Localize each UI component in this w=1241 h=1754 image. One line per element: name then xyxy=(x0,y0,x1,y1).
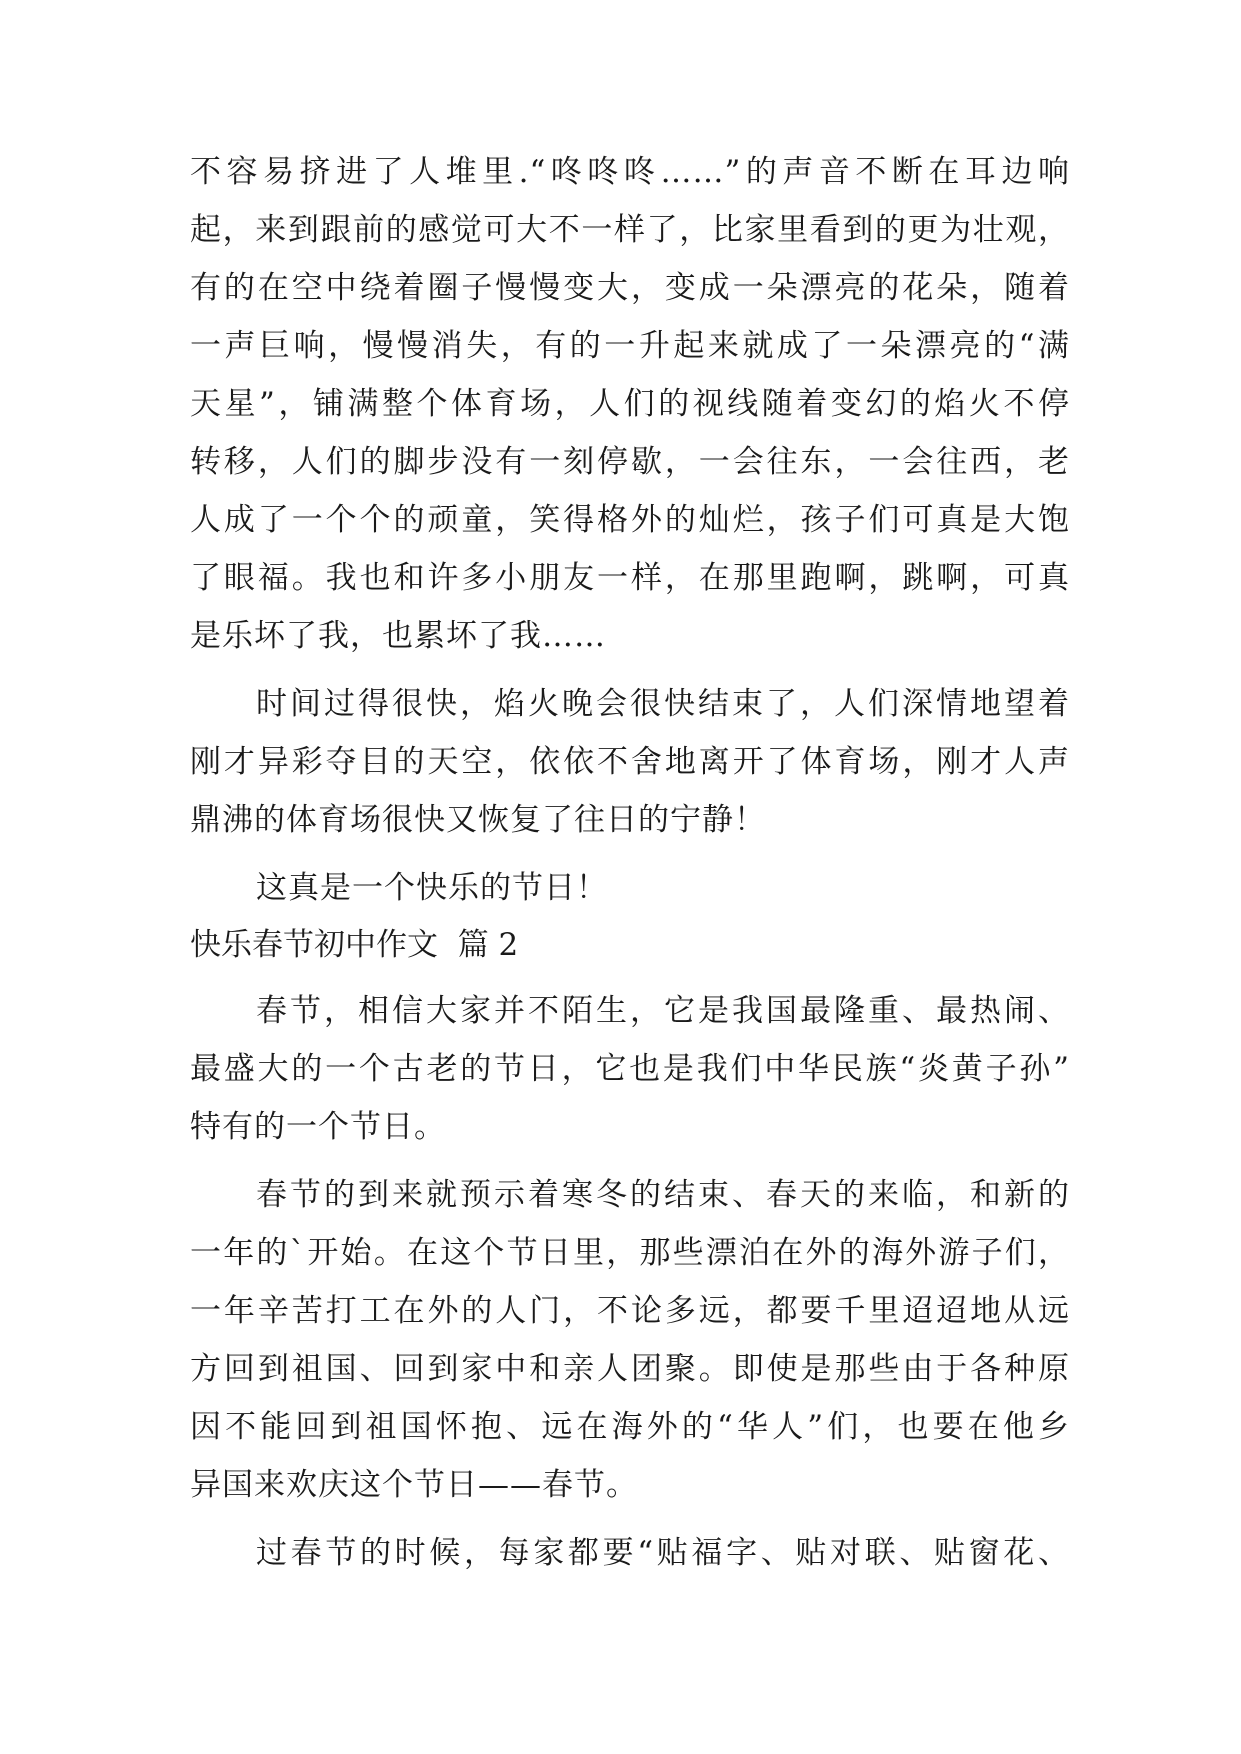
paragraph-2-line-3: 鼎沸的体育场很快又恢复了往日的宁静！ xyxy=(190,802,766,838)
paragraph-5-line-3: 一年辛苦打工在外的人门，不论多远，都要千里迢迢地从远 xyxy=(190,1293,1070,1329)
paragraph-2-line-1: 时间过得很快，焰火晚会很快结束了，人们深情地望着 xyxy=(256,686,1070,722)
paragraph-4-line-1: 春节，相信大家并不陌生，它是我国最隆重、最热闹、 xyxy=(256,993,1070,1029)
paragraph-5-line-5: 因不能回到祖国怀抱、远在海外的“华人”们，也要在他乡 xyxy=(190,1409,1070,1445)
paragraph-1-line-9: 是乐坏了我，也累坏了我…… xyxy=(190,618,606,654)
section-heading: 快乐春节初中作文 篇 2 xyxy=(190,927,519,963)
paragraph-4-line-2: 最盛大的一个古老的节日，它也是我们中华民族“炎黄子孙” xyxy=(190,1051,1070,1087)
paragraph-1-line-4: 一声巨响，慢慢消失，有的一升起来就成了一朵漂亮的“满 xyxy=(190,328,1070,364)
paragraph-1-line-1: 不容易挤进了人堆里.“咚咚咚……”的声音不断在耳边响 xyxy=(190,154,1070,190)
paragraph-5-line-6: 异国来欢庆这个节日——春节。 xyxy=(190,1467,638,1503)
paragraph-5-line-4: 方回到祖国、回到家中和亲人团聚。即使是那些由于各种原 xyxy=(190,1351,1070,1387)
paragraph-1-line-8: 了眼福。我也和许多小朋友一样，在那里跑啊，跳啊，可真 xyxy=(190,560,1070,596)
paragraph-3-line-1: 这真是一个快乐的节日！ xyxy=(256,870,608,906)
paragraph-4-line-3: 特有的一个节日。 xyxy=(190,1109,446,1145)
paragraph-1-line-2: 起，来到跟前的感觉可大不一样了，比家里看到的更为壮观， xyxy=(190,212,1070,248)
paragraph-1-line-7: 人成了一个个的顽童，笑得格外的灿烂，孩子们可真是大饱 xyxy=(190,502,1070,538)
paragraph-1-line-6: 转移，人们的脚步没有一刻停歇，一会往东，一会往西，老 xyxy=(190,444,1070,480)
paragraph-1-line-3: 有的在空中绕着圈子慢慢变大，变成一朵漂亮的花朵，随着 xyxy=(190,270,1070,306)
paragraph-5-line-1: 春节的到来就预示着寒冬的结束、春天的来临，和新的 xyxy=(256,1177,1070,1213)
paragraph-5-line-2: 一年的`开始。在这个节日里，那些漂泊在外的海外游子们， xyxy=(190,1235,1070,1271)
paragraph-2-line-2: 刚才异彩夺目的天空，依依不舍地离开了体育场，刚才人声 xyxy=(190,744,1070,780)
paragraph-1-line-5: 天星”，铺满整个体育场，人们的视线随着变幻的焰火不停 xyxy=(190,386,1070,422)
paragraph-6-line-1: 过春节的时候，每家都要“贴福字、贴对联、贴窗花、 xyxy=(256,1535,1070,1571)
